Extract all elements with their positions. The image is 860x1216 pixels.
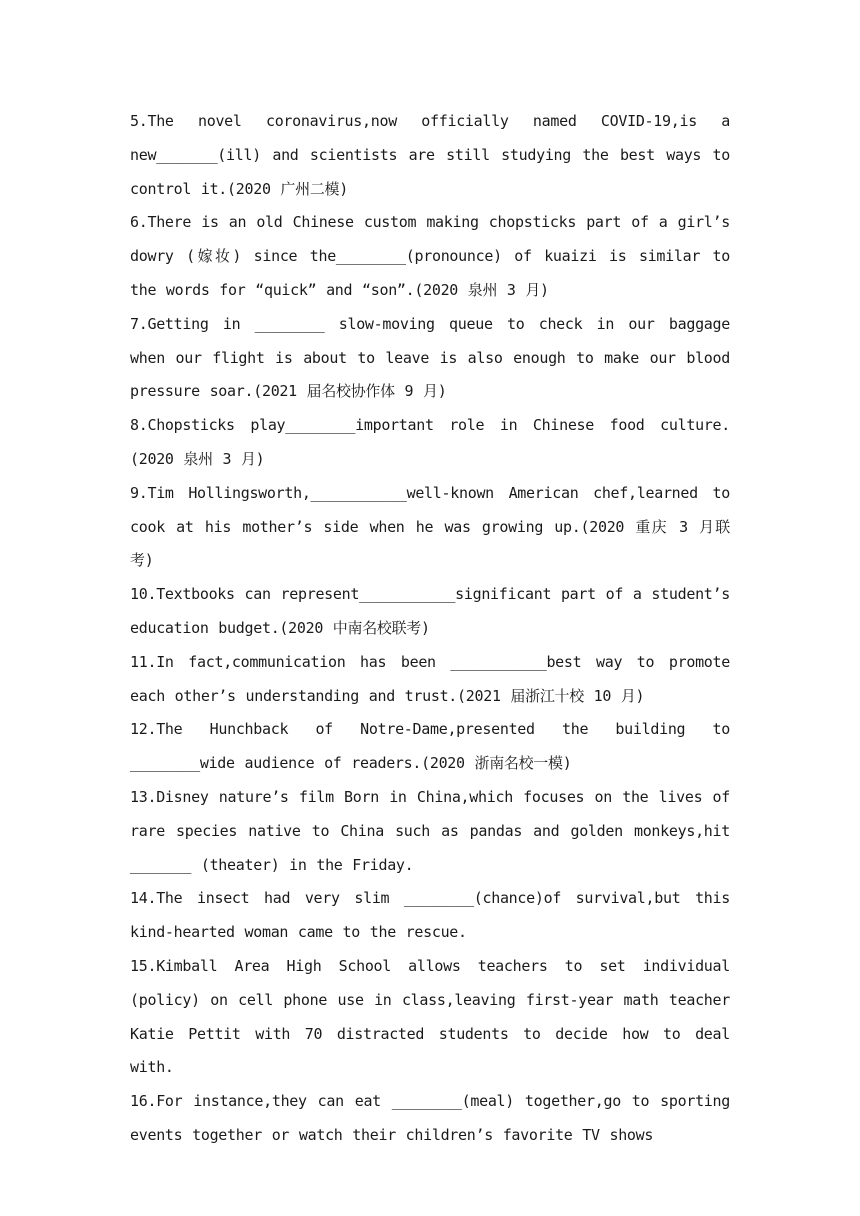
exercise-item-10: 10.Textbooks can represent___________significant part of a student’s education budget.(2020 中南名校联考) bbox=[130, 585, 730, 637]
exercise-item-13: 13.Disney nature’s film Born in China,which focuses on the lives of rare species native to China such as pandas and golden monkeys,hit _______ (theater) in the Friday. bbox=[130, 787, 730, 874]
exercise-item-16: 16.For instance,they can eat ________(meal) together,go to sporting events together or watch their children’s favorite TV shows bbox=[130, 1092, 730, 1144]
exercise-item-7: 7.Getting in ________ slow-moving queue to check in our baggage when our flight is about to leave is also enough to make our blood pressure soar.(2021 届名校协作体 9 月) bbox=[130, 314, 730, 401]
exercise-item-5: 5.The novel coronavirus,now officially named COVID-19,is a new_______(ill) and scientists are still studying the best ways to control it.(2020 广州二模) bbox=[130, 112, 730, 198]
exercise-item-14: 14.The insect had very slim ________(chance)of survival,but this kind-hearted woman came to the rescue. bbox=[130, 889, 730, 942]
exercise-item-8: 8.Chopsticks play________important role in Chinese food culture.(2020 泉州 3 月) bbox=[130, 416, 730, 468]
exercise-item-15: 15.Kimball Area High School allows teachers to set individual (policy) on cell phone use in class,leaving first-year math teacher Katie Pettit with 70 distracted students to decide how to deal with. bbox=[130, 956, 730, 1077]
exercise-list bbox=[130, 105, 730, 1153]
exercise-item-11: 11.In fact,communication has been ___________best way to promote each other’s understanding and trust.(2021 届浙江十校 10 月) bbox=[130, 652, 730, 705]
exercise-item-6: 6.There is an old Chinese custom making chopsticks part of a girl’s dowry (嫁妆) since the________(pronounce) of kuaizi is similar to the words for “quick” and “son”.(2020 泉州 3 月) bbox=[130, 213, 730, 299]
exercise-item-12: 12.The Hunchback of Notre-Dame,presented the building to ________wide audience of readers.(2020 浙南名校一模) bbox=[130, 720, 730, 773]
exercise-item-9: 9.Tim Hollingsworth,___________well-known American chef,learned to cook at his mother’s side when he was growing up.(2020 重庆 3 月联考) bbox=[130, 483, 730, 570]
